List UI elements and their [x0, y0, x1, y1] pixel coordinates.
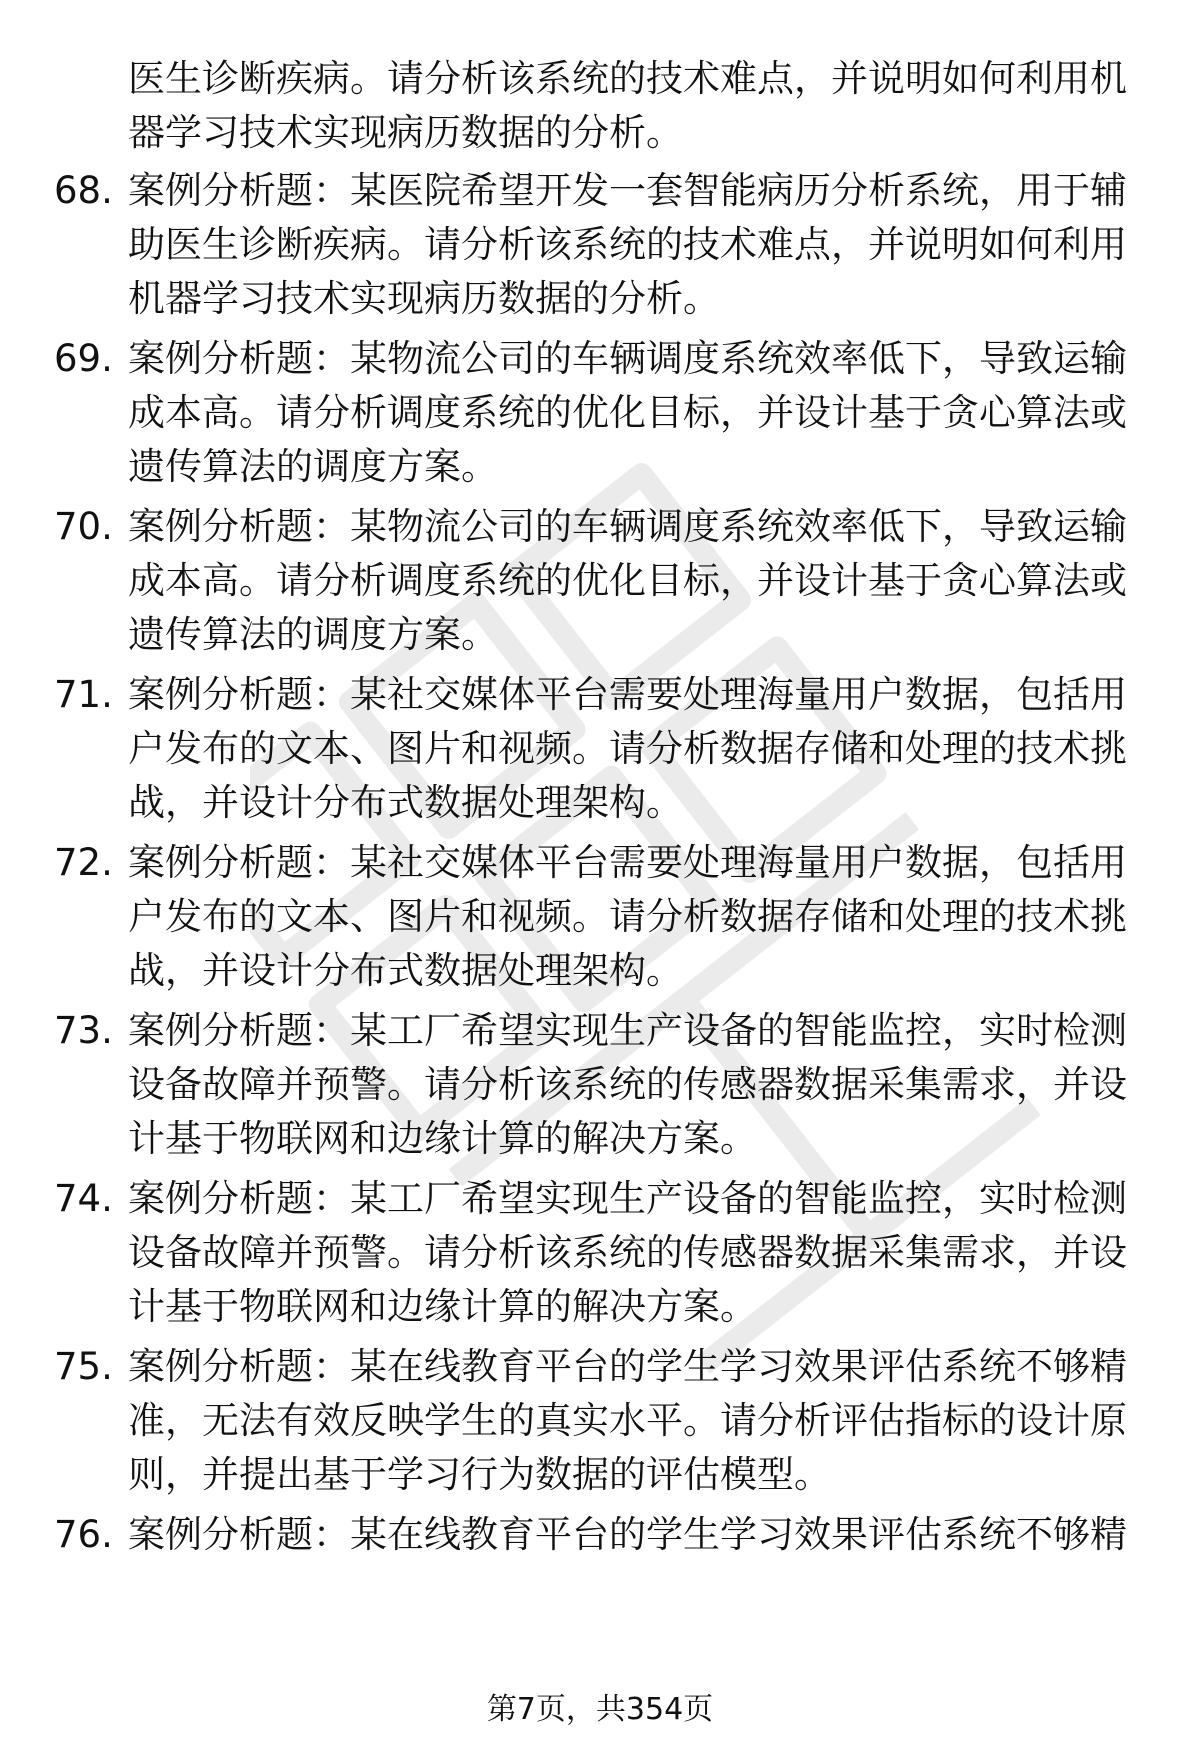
item-number: 73. [54, 1009, 113, 1052]
item-text: 案例分析题：某工厂希望实现生产设备的智能监控，实时检测设备故障并预警。请分析该系统的传感器数据采集需求，并设计基于物联网和边缘计算的解决方案。 [128, 1009, 1127, 1160]
item-text: 案例分析题：某社交媒体平台需要处理海量用户数据，包括用户发布的文本、图片和视频。请分析数据存储和处理的技术挑战，并设计分布式数据处理架构。 [128, 841, 1127, 992]
item-number: 69. [54, 337, 113, 380]
item-number: 70. [54, 505, 113, 548]
item-number: 71. [54, 673, 113, 716]
item-text: 案例分析题：某社交媒体平台需要处理海量用户数据，包括用户发布的文本、图片和视频。请分析数据存储和处理的技术挑战，并设计分布式数据处理架构。 [128, 673, 1127, 824]
item-text: 案例分析题：某医院希望开发一套智能病历分析系统，用于辅助医生诊断疾病。请分析该系统的技术难点，并说明如何利用机器学习技术实现病历数据的分析。 [128, 169, 1127, 320]
item-text: 案例分析题：某物流公司的车辆调度系统效率低下，导致运输成本高。请分析调度系统的优化目标，并设计基于贪心算法或遗传算法的调度方案。 [128, 505, 1127, 656]
item-number: 76. [54, 1513, 113, 1556]
item-number: 75. [54, 1345, 113, 1388]
item-number: 68. [54, 169, 113, 212]
item-number: 74. [54, 1177, 113, 1220]
page-footer: 第7页，共354页 [486, 1692, 714, 1727]
item-text: 案例分析题：某物流公司的车辆调度系统效率低下，导致运输成本高。请分析调度系统的优化目标，并设计基于贪心算法或遗传算法的调度方案。 [128, 337, 1127, 488]
continuation-text: 医生诊断疾病。请分析该系统的技术难点，并说明如何利用机器学习技术实现病历数据的分析。 [128, 57, 1127, 154]
item-text: 案例分析题：某工厂希望实现生产设备的智能监控，实时检测设备故障并预警。请分析该系统的传感器数据采集需求，并设计基于物联网和边缘计算的解决方案。 [128, 1177, 1127, 1328]
item-number: 72. [54, 841, 113, 884]
item-text: 案例分析题：某在线教育平台的学生学习效果评估系统不够精准，无法有效反映学生的真实水平。请分析评估指标的设计原则，并提出基于学习行为数据的评估模型。 [128, 1345, 1127, 1496]
item-text: 案例分析题：某在线教育平台的学生学习效果评估系统不够精 [128, 1513, 1127, 1556]
